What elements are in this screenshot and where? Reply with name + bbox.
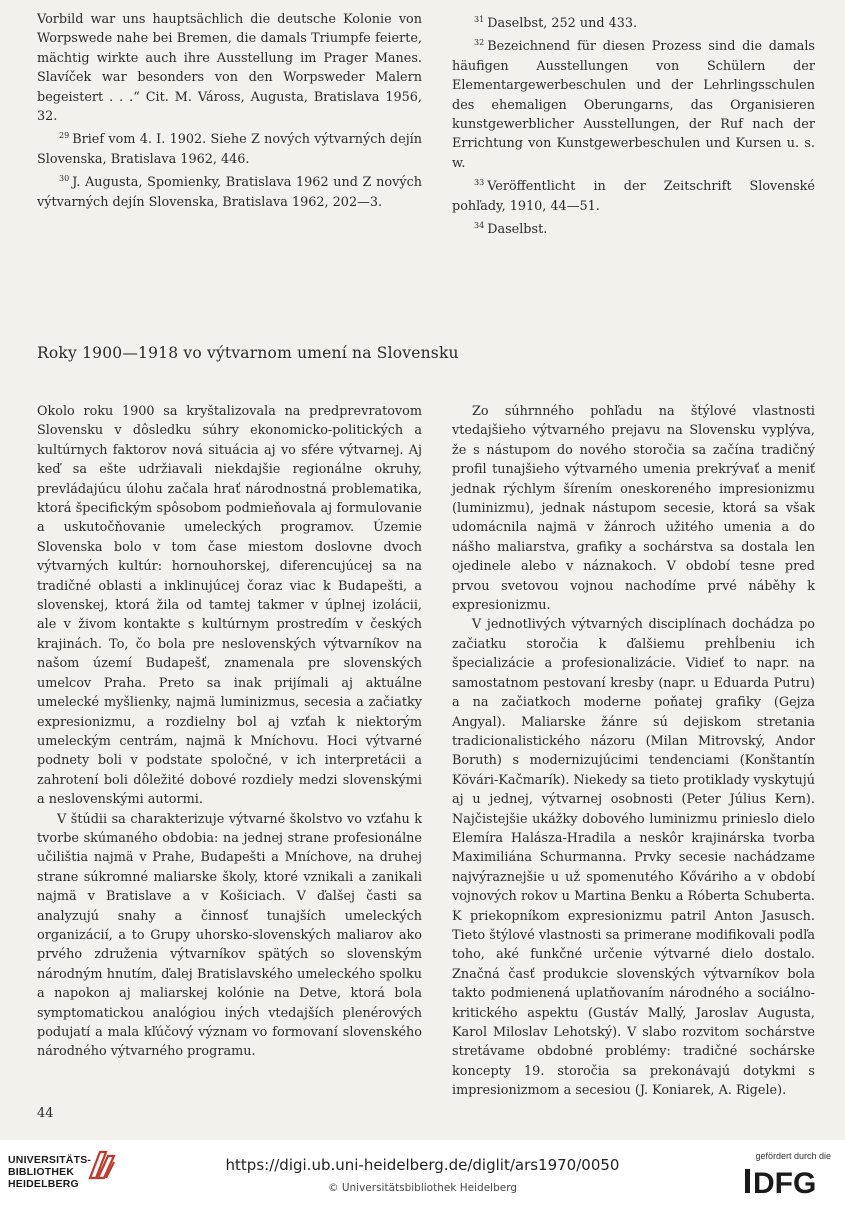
library-name-line: HEIDELBERG — [8, 1178, 79, 1190]
footnote-number: 29 — [59, 131, 70, 141]
footnote-continuation: Vorbild war uns hauptsächlich die deutsche Kolonie von Worpswede nahe bei Bremen, die damals Triumpfe feierte, mächtig wirkte auch ihre Ausstellung im Prager Manes. Slavíček war besonders von den Worpsweder Malern begeistert . . .“ Cit. M. Váross, Augusta, Bratislava 1956, 32. — [37, 12, 422, 125]
body-paragraph: V štúdii sa charakterizuje výtvarné školstvo vo vzťahu k tvorbe skúmaného obdobia: na jednej strane profesionálne učilištia najmä v Prahe, Budapešti a Mníchove, na druhej strane súkromné maliarske školy, ktoré vznikali a zanikali najmä v Bratislave a v Košiciach. V ďalšej časti sa analyzujú snahy a činnosť tunajších umeleckých organizácií, a to Grupy uhorsko-slovenských maliarov ako prvého združenia výtvarníkov spätých so slovenským národným hnutím, ďalej Bratislavského umeleckého spolku a napokon aj maliarskej kolónie na Detve, ktorá bola symptomatickou analógiou iných vtedajších plenérových podujatí a mala kľúčový význam vo formovaní slovenského národného výtvarného programu. — [37, 811, 422, 1060]
footnote-text: Daselbst. — [487, 222, 548, 238]
page-number: 44 — [37, 1106, 54, 1121]
footnote-text: Veröffentlicht in der Zeitschrift Slovenské pohľady, 1910, 44—51. — [452, 179, 815, 214]
section-heading: Roky 1900—1918 vo výtvarnom umení na Slovensku — [37, 344, 459, 362]
body-paragraph: V jednotlivých výtvarných disciplínach dochádza po začiatku storočia k ďalšiemu prehĺbeniu ich špecializácie a profesionalizácie. Vidieť to napr. na samostatnom pestovaní kresby (napr. u Eduarda Putru) a na začiatkoch moderne poňatej grafiky (Gejza Angyal). Maliarske žánre sú dejiskom stretania tradicionalistického názoru (Milan Mitrovský, Andor Boruth) s modernizujúcimi tendenciami (Konštantín Kövári-Kačmarík). Niekedy sa tieto protiklady vyskytujú aj u jednej, výtvarnej osobnosti (Peter Július Kern). Najčistejšie ukážky dobového luminizmu prinieslo dielo Elemíra Halásza-Hradila a neskôr krajinárska tvorba Maximiliána Schurmanna. Prvky secesie nachádzame najvýraznejšie u už spomenutého Kőváriho a v období vojnových rokov u Martina Benku a Róberta Schuberta. K priekopníkom expresionizmu patril Anton Jasusch. Tieto štýlové vlastnosti sa primerane modifikovali podľa toho, aké funkčné určenie výtvarné dielo dostalo. Značná časť produkcie slovenských výtvarníkov bola takto podmienená uplatňovaním národného a sociálno-kritického aspektu (Gustáv Mallý, Jaroslav Augusta, Karol Miloslav Lehotský). V slabo rozvitom sochárstve stretávame obdobné problémy: tradičné sochárske koncepty 19. storočia sa prekonávajú dotykmi s impresionizmom a secesiou (J. Koniarek, A. Rigele). — [452, 617, 816, 1099]
footnote-29 — [37, 126, 422, 169]
body-right-column — [452, 402, 815, 1101]
footnote-34 — [452, 216, 815, 239]
dfg-logo-icon[interactable] — [745, 1163, 833, 1199]
footnote-31 — [452, 10, 815, 33]
footnotes-left-column — [37, 10, 422, 212]
dfg-logo-text: DFG — [753, 1167, 817, 1199]
library-name-line: BIBLIOTHEK — [8, 1166, 75, 1178]
footnote-number: 31 — [474, 15, 485, 24]
body-paragraph: Okolo roku 1900 sa kryštalizovala na predprevratovom Slovensku v dôsledku súhry ekonomicko-politických a kultúrnych faktorov nová situácia aj vo sfére výtvarnej. Aj keď sa ešte udržiavali niekdajšie regionálne okruhy, prevládajúcu úlohu začala hrať národnostná problematika, ktorá špecifickým spôsobom podmieňovala aj formulovanie a uskutočňovanie umeleckých programov. Územie Slovenska bolo v tom čase miestom doslovne dvoch výtvarných kultúr: hornouhorskej, diferencujúcej sa na tradičné oblasti a inklinujúcej čoraz viac k Budapešti, a slovenskej, ktorá žila od tamtej takmer v úplnej izolácii, ale v živom kontakte s kultúrnym prostredím v českých krajinách. To, čo bola pre neslovenských výtvarníkov na našom území Budapešť, znamenala pre slovenských umelcov Praha. Preto sa inak prijímali aj aktuálne umelecké myšlienky, najmä luminizmus, secesia a začiatky expresionizmu, a rozdielny bol aj vzťah k niektorým umeleckým centrám, najmä k Mníchovu. Hoci výtvarné podnety boli v podstate spoločné, v ich interpretácii a zahrotení boli dôležité dobové rozdiely medzi slovenskými a neslovenskými autormi. — [37, 404, 422, 808]
footnote-33 — [452, 173, 815, 216]
library-name-line: UNIVERSITÄTS- — [8, 1154, 92, 1166]
footnote-text: J. Augusta, Spomienky, Bratislava 1962 und Z nových výtvarných dejín Slovenska, Bratislava 1962, 202—3. — [37, 175, 422, 210]
footnote-text: Bezeichnend für diesen Prozess sind die damals häufigen Ausstellungen von Schülern der Elementargewerbeschulen und der Lehrlingsschulen des ehemaligen Oberungarns, das Organisieren kunstgewerblicher Ausstellungen, der Ruf nach der Errichtung von Kunstgewerbeschulen und Kursen u. s. w. — [452, 39, 815, 171]
funder-caption: gefördert durch die — [755, 1151, 831, 1161]
body-paragraph: Zo súhrnného pohľadu na štýlové vlastnosti vtedajšieho výtvarného prejavu na Slovensku vyplýva, že s nástupom do nového storočia sa začína tradičný profil tunajšieho výtvarného umenia prekrývať a meniť jednak rýchlym šírením oneskoreného impresionizmu (luminizmu), jednak nástupom secesie, ktorá sa však udomácnila najmä v žánroch užitého umenia a do nášho maliarstva, grafiky a sochárstva sa dostala len ojedinele alebo v náznakoch. V období tesne pred prvou svetovou vojnou nachodíme prvé náběhy k expresionizmu. — [452, 404, 815, 614]
footnote-number: 33 — [474, 178, 485, 188]
footnote-32 — [452, 33, 815, 173]
footnote-text: Daselbst, 252 und 433. — [487, 16, 638, 31]
document-url-link[interactable]: https://digi.ub.uni-heidelberg.de/diglit/ars1970/0050 — [225, 1156, 620, 1174]
footnote-number: 30 — [59, 174, 70, 184]
copyright-notice: © Universitätsbibliothek Heidelberg — [327, 1182, 517, 1194]
body-left-column — [37, 402, 422, 1062]
footnote-text: Brief vom 4. I. 1902. Siehe Z nových výtvarných dejín Slovenska, Bratislava 1962, 446. — [37, 132, 422, 167]
footnote-number: 32 — [474, 38, 485, 48]
viewer-footer — [0, 1140, 845, 1207]
footnotes-right-column — [452, 10, 815, 239]
footnote-number: 34 — [474, 221, 485, 231]
footnote-30 — [37, 169, 422, 212]
